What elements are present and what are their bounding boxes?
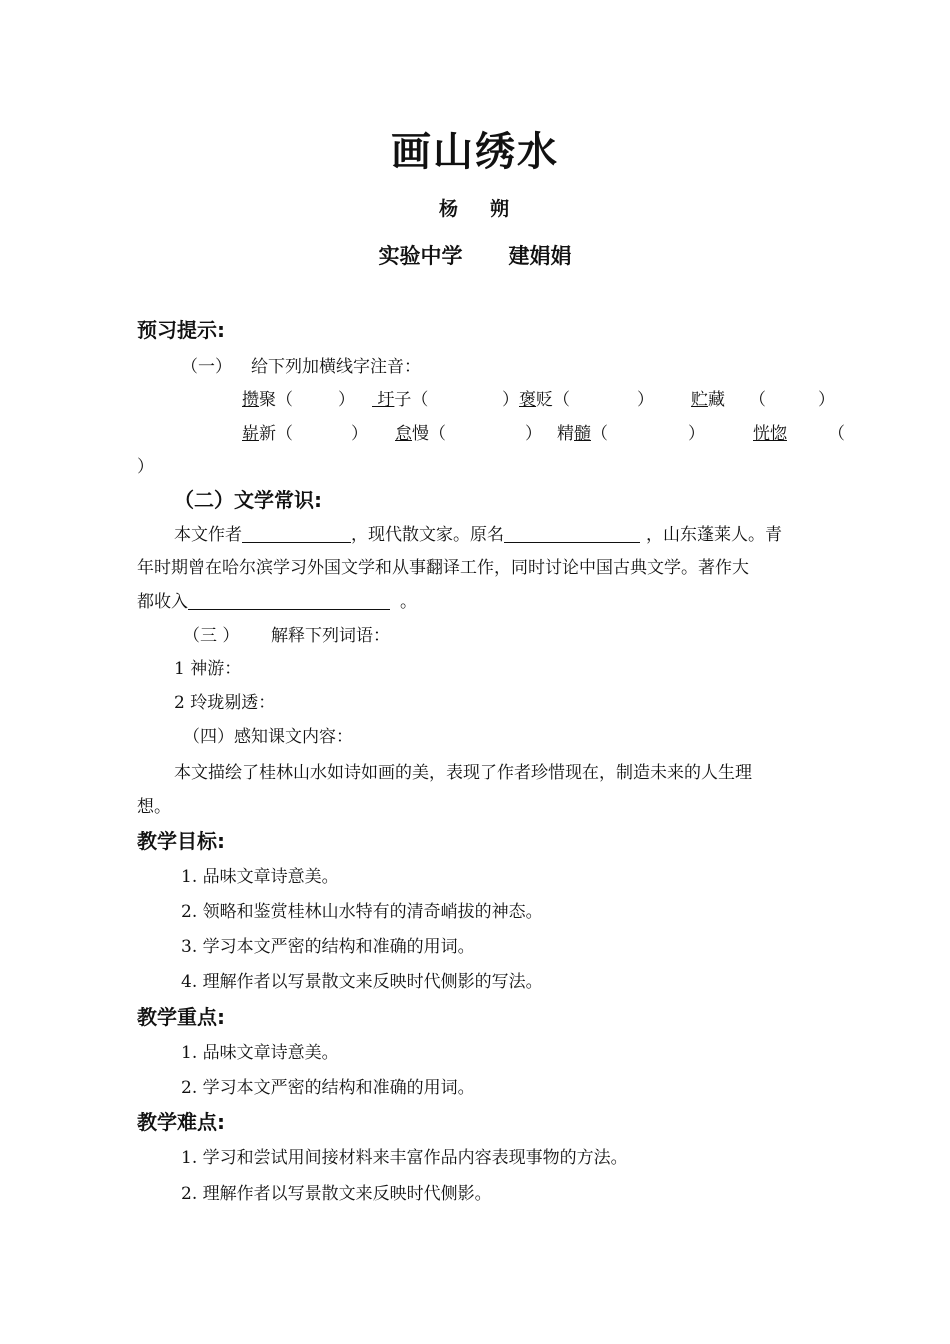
pinyin-blank-open: （ — [749, 390, 766, 410]
pinyin-blank-close: ） — [338, 390, 355, 410]
term-item: 2 玲珑剔透： — [174, 693, 276, 713]
sec2-line-2: 年时期曾在哈尔滨学习外国文学和从事翻译工作，同时讨论中国古典文学。著作大 — [137, 558, 749, 578]
lesson-title: 画山绣水 — [391, 128, 559, 175]
pinyin-blank-close: ） — [637, 390, 654, 410]
preview-heading: 预习提示: — [137, 318, 225, 342]
pinyin-item: 恍惚 — [753, 424, 787, 444]
pinyin-item: 崭新（ — [242, 424, 293, 444]
pinyin-blank-close: ） — [502, 390, 519, 410]
pinyin-row-2 — [0, 419, 950, 443]
key-points-heading: 教学重点: — [137, 1005, 225, 1029]
collection-blank — [188, 591, 390, 610]
term-item: 1 神游： — [174, 659, 242, 679]
original-name-blank — [504, 524, 640, 543]
goal-item: 1. 品味文章诗意美。 — [181, 867, 339, 887]
goals-heading: 教学目标: — [137, 829, 225, 853]
pinyin-item: 攒聚（ — [242, 390, 293, 410]
pinyin-item: 精髓（ — [557, 424, 608, 444]
sec1-label: （一） — [181, 357, 232, 377]
school-teacher-line — [0, 240, 950, 270]
pinyin-wrap-close: ） — [137, 457, 154, 477]
pinyin-item: 贮藏 — [691, 390, 725, 410]
author-given-name: 朔 — [490, 198, 512, 220]
sec2-line-1: 本文作者 ，现代散文家。原名 ，山东蓬莱人。青 — [174, 525, 782, 545]
sec1-instruction: 给下列加横线字注音： — [251, 357, 421, 377]
pinyin-blank-close: ） — [818, 390, 835, 410]
author-blank — [242, 524, 351, 543]
pinyin-blank-close: ） — [525, 424, 542, 444]
sec4-line-2: 想。 — [137, 797, 171, 817]
sec2-line-3: 都收入 。 — [137, 592, 417, 612]
author-surname: 杨 — [438, 198, 460, 220]
difficulty-item: 1. 学习和尝试用间接材料来丰富作品内容表现事物的方法。 — [181, 1148, 628, 1168]
pinyin-item: 怠慢（ — [395, 424, 446, 444]
author-name — [0, 194, 950, 221]
sec4-line-1: 本文描绘了桂林山水如诗如画的美，表现了作者珍惜现在，制造未来的人生理 — [174, 763, 752, 783]
sec3-instruction: 解释下列词语： — [271, 626, 390, 646]
pinyin-item: 圩子（ — [372, 390, 429, 410]
sec3-label: （三 ） — [183, 626, 240, 646]
pinyin-item: 褒贬（ — [519, 390, 570, 410]
pinyin-row-1 — [0, 385, 950, 409]
pinyin-blank-close: ） — [688, 424, 705, 444]
goal-item: 4. 理解作者以写景散文来反映时代侧影的写法。 — [181, 972, 543, 992]
goal-item: 3. 学习本文严密的结构和准确的用词。 — [181, 937, 475, 957]
pinyin-blank-close: ） — [351, 424, 368, 444]
difficulty-item: 2. 理解作者以写景散文来反映时代侧影。 — [181, 1184, 492, 1204]
sec2-heading: （二）文学常识: — [174, 488, 322, 512]
school-name: 实验中学 — [378, 244, 463, 268]
key-point-item: 1. 品味文章诗意美。 — [181, 1043, 339, 1063]
difficulties-heading: 教学难点: — [137, 1110, 225, 1134]
pinyin-blank-open: （ — [828, 424, 845, 444]
key-point-item: 2. 学习本文严密的结构和准确的用词。 — [181, 1078, 475, 1098]
teacher-name: 建娟娟 — [508, 244, 572, 268]
sec4-label: （四）感知课文内容： — [183, 727, 353, 747]
goal-item: 2. 领略和鉴赏桂林山水特有的清奇峭拔的神态。 — [181, 902, 543, 922]
